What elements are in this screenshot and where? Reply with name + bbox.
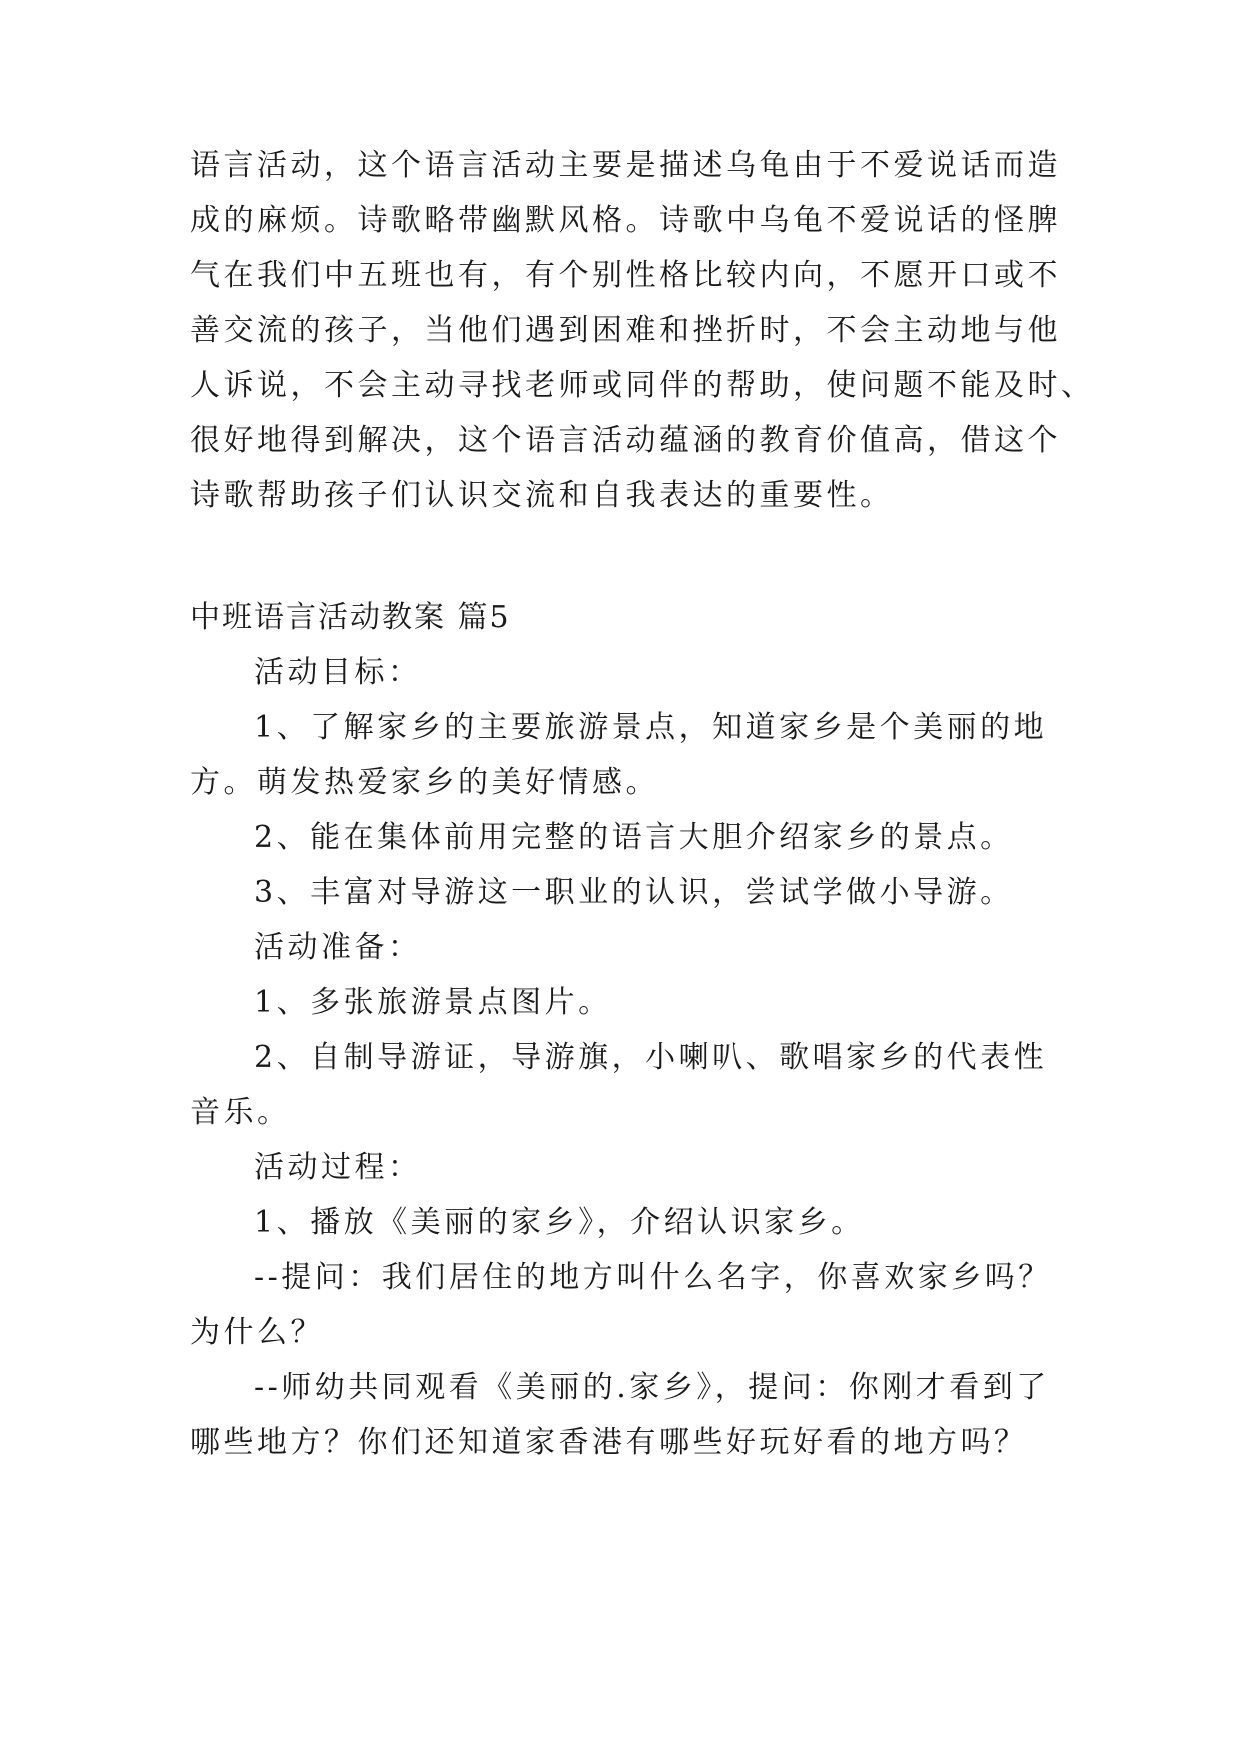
goal-1-line-1: 1、了解家乡的主要旅游景点，知道家乡是个美丽的地 xyxy=(254,710,1048,745)
prep-1: 1、多张旅游景点图片。 xyxy=(254,985,612,1020)
goal-2: 2、能在集体前用完整的语言大胆介绍家乡的景点。 xyxy=(254,820,1014,855)
process-heading: 活动过程： xyxy=(254,1150,422,1185)
intro-line-5: 人诉说，不会主动寻找老师或同伴的帮助，使问题不能及时、 xyxy=(190,368,1095,403)
question-1-line-2: 为什么？ xyxy=(190,1315,324,1350)
question-2-line-2: 哪些地方？你们还知道家香港有哪些好玩好看的地方吗？ xyxy=(190,1425,1028,1460)
goal-1-line-2: 方。萌发热爱家乡的美好情感。 xyxy=(190,765,659,800)
question-1-line-1: --提问：我们居住的地方叫什么名字，你喜欢家乡吗？ xyxy=(254,1260,1052,1295)
goals-heading: 活动目标： xyxy=(254,655,422,690)
prep-2-line-2: 音乐。 xyxy=(190,1095,291,1130)
intro-line-1: 语言活动，这个语言活动主要是描述乌龟由于不爱说话而造 xyxy=(190,148,1061,183)
intro-line-4: 善交流的孩子，当他们遇到困难和挫折时，不会主动地与他 xyxy=(190,313,1061,348)
intro-line-6: 很好地得到解决，这个语言活动蕴涵的教育价值高，借这个 xyxy=(190,423,1061,458)
intro-line-7: 诗歌帮助孩子们认识交流和自我表达的重要性。 xyxy=(190,478,894,513)
section-title: 中班语言活动教案 篇5 xyxy=(190,600,511,635)
goal-3: 3、丰富对导游这一职业的认识，尝试学做小导游。 xyxy=(254,875,1014,910)
process-1: 1、播放《美丽的家乡》，介绍认识家乡。 xyxy=(254,1205,865,1240)
prep-heading: 活动准备： xyxy=(254,930,422,965)
question-2-line-1: --师幼共同观看《美丽的.家乡》，提问：你刚才看到了 xyxy=(254,1370,1050,1405)
intro-line-3: 气在我们中五班也有，有个别性格比较内向，不愿开口或不 xyxy=(190,258,1061,293)
prep-2-line-1: 2、自制导游证，导游旗，小喇叭、歌唱家乡的代表性 xyxy=(254,1040,1048,1075)
intro-line-2: 成的麻烦。诗歌略带幽默风格。诗歌中乌龟不爱说话的怪脾 xyxy=(190,203,1061,238)
